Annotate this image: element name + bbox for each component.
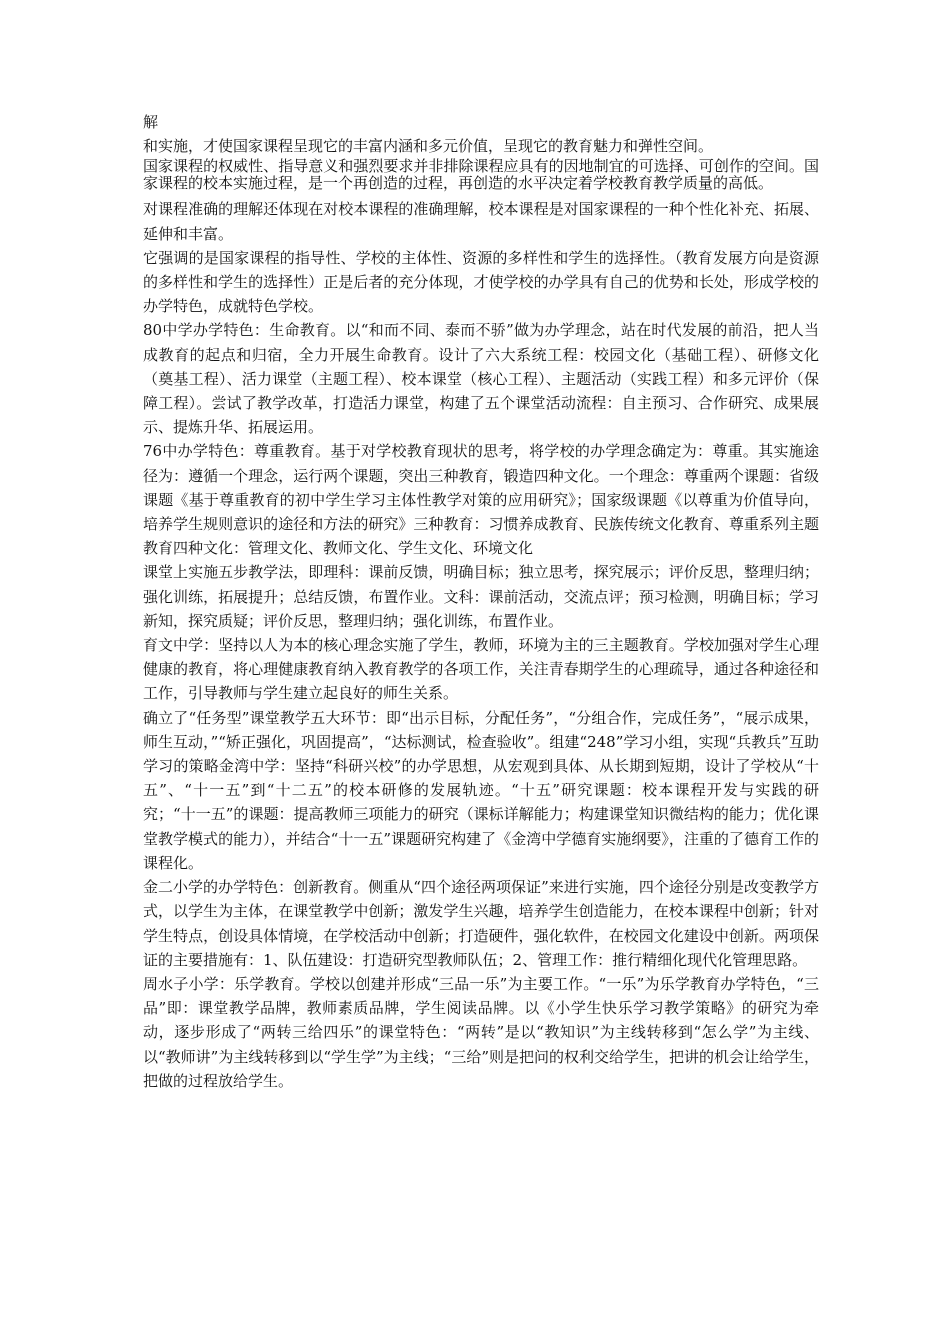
paragraph-6: 80中学办学特色：生命教育。以“和而不同、泰而不骄”做为办学理念，站在时代发展的前沿，把人当成教育的起点和归宿，全力开展生命教育。设计了六大系统工程：校园文化（基础工程）、研修文化（奠基工程）、活力课堂（主题工程）、校本课堂（核心工程）、主题活动（实践工程）和多元评价（保障工程）。尝试了教学改革，打造活力课堂，构建了五个课堂活动流程：自主预习、合作研究、成果展示、提炼升华、拓展运用。 [143, 321, 819, 437]
paragraph-1: 解 [143, 113, 159, 131]
paragraph-11: 金二小学的办学特色：创新教育。侧重从“四个途径两项保证”来进行实施，四个途径分别是改变教学方式，以学生为主体，在课堂教学中创新；激发学生兴趣，培养学生创造能力，在校本课程中创新；针对学生特点，创设具体情境，在学校活动中创新；打造硬件，强化软件，在校园文化建设中创新。两项保证的主要措施有：1、队伍建设：打造研究型教师队伍；2、管理工作：推行精细化现代化管理思路。 [143, 878, 819, 969]
paragraph-2: 和实施，才使国家课程呈现它的丰富内涵和多元价值，呈现它的教育魅力和弹性空间。 [143, 137, 714, 156]
paragraph-8: 课堂上实施五步教学法，即理科：课前反馈，明确目标；独立思考，探究展示；评价反思，整理归纳；强化训练，拓展提升；总结反馈，布置作业。文科：课前活动，交流点评；预习检测，明确目标；学习新知，探究质疑；评价反思，整理归纳；强化训练，布置作业。 [143, 563, 819, 630]
paragraph-10: 确立了“任务型”课堂教学五大环节：即“出示目标，分配任务”，“分组合作，完成任务”，“展示成果，师生互动，”“矫正强化，巩固提高”，“达标测试，检查验收”。组建“248”学习小组，实现“兵教兵”互助学习的策略金湾中学：坚持“科研兴校”的办学思想，从宏观到具体、从长期到短期，设计了学校从“十五”、“十一五”到“十二五”的校本研修的发展轨迹。“十五”研究课题：校本课程开发与实践的研究；“十一五”的课题：提高教师三项能力的研究（课标详解能力；构建课堂知识微结构的能力；优化课堂教学模式的能力），并结合“十一五”课题研究构建了《金湾中学德育实施纲要》，注重的了德育工作的课程化。 [143, 708, 819, 872]
paragraph-4: 对课程准确的理解还体现在对校本课程的准确理解，校本课程是对国家课程的一种个性化补充、拓展、延伸和丰富。 [143, 200, 819, 243]
paragraph-9: 育文中学：坚持以人为本的核心理念实施了学生，教师，环境为主的三主题教育。学校加强对学生心理健康的教育，将心理健康教育纳入教育教学的各项工作，关注青春期学生的心理疏导，通过各种途径和工作，引导教师与学生建立起良好的师生关系。 [143, 636, 819, 703]
paragraph-12: 周水子小学：乐学教育。学校以创建并形成“三品一乐”为主要工作。“一乐”为乐学教育办学特色，“三品”即：课堂教学品牌，教师素质品牌，学生阅读品牌。以《小学生快乐学习教学策略》的研究为牵动，逐步形成了“两转三给四乐”的课堂特色：“两转”是以“教知识”为主线转移到“怎么学”为主线、以“教师讲”为主线转移到以“学生学”为主线；“三给”则是把问的权利交给学生，把讲的机会让给学生，把做的过程放给学生。 [143, 974, 820, 1090]
paragraph-5: 它强调的是国家课程的指导性、学校的主体性、资源的多样性和学生的选择性。（教育发展方向是资源的多样性和学生的选择性）正是后者的充分体现，才使学校的办学具有自己的优势和长处，形成学校的办学特色，成就特色学校。 [143, 248, 819, 316]
document-body [143, 110, 819, 1093]
paragraph-3: 国家课程的权威性、指导意义和强烈要求并非排除课程应具有的因地制宜的可选择、可创作的空间。国家课程的校本实施过程，是一个再创造的过程，再创造的水平决定着学校教育教学质量的高低。 [143, 157, 819, 193]
paragraph-7: 76中办学特色：尊重教育。基于对学校教育现状的思考，将学校的办学理念确定为：尊重。其实施途径为：遵循一个理念，运行两个课题，突出三种教育，锻造四种文化。一个理念：尊重两个课题：省级课题《基于尊重教育的初中学生学习主体性教学对策的应用研究》；国家级课题《以尊重为价值导向，培养学生规则意识的途径和方法的研究》三种教育：习惯养成教育、民族传统文化教育、尊重系列主题教育四种文化：管理文化、教师文化、学生文化、环境文化 [143, 442, 819, 558]
